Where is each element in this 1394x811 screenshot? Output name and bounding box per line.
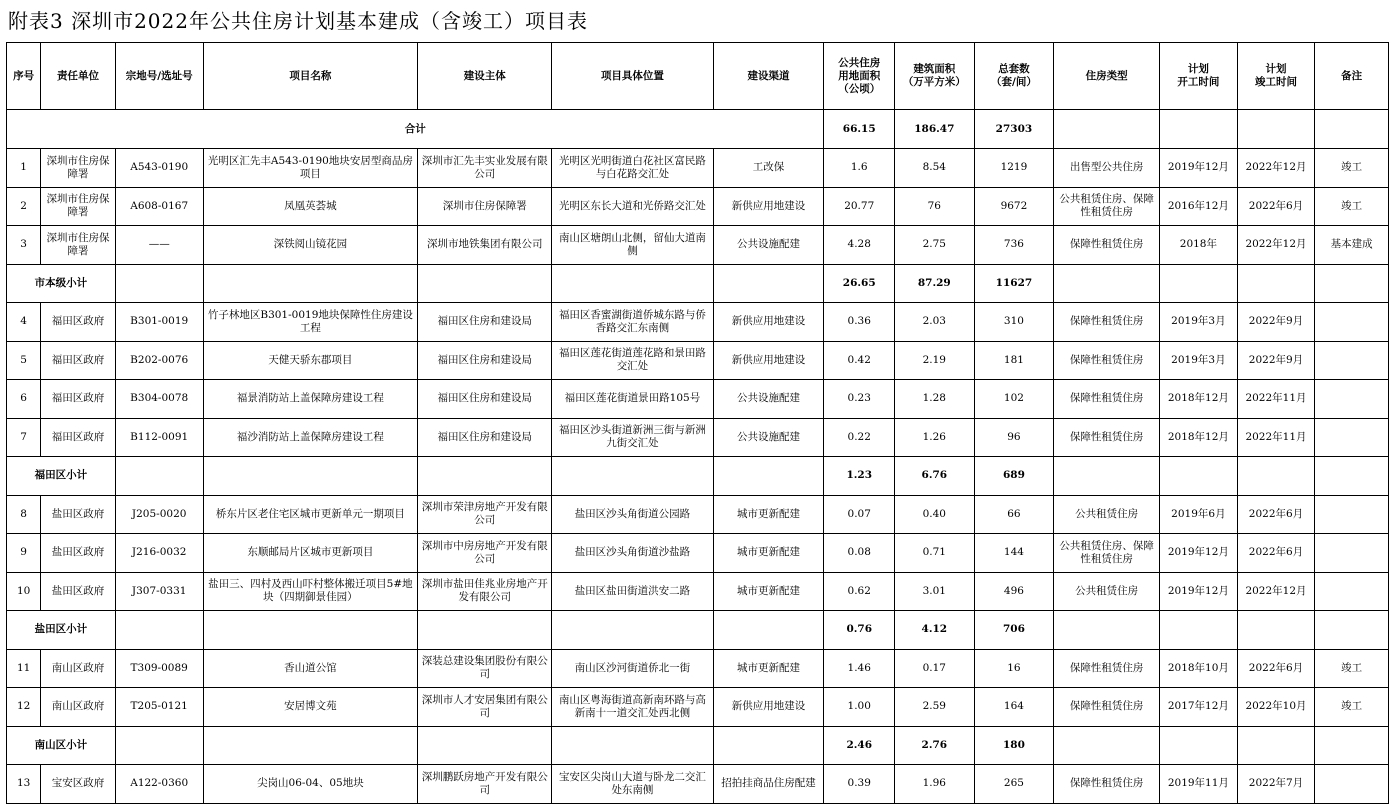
cell-start: 2016年12月: [1160, 187, 1238, 226]
cell-loc: 福田区莲花街道景田路105号: [552, 380, 713, 419]
cell-no: 5: [7, 341, 41, 380]
cell-end: 2022年6月: [1237, 534, 1315, 573]
header-housing-type: 住房类型: [1054, 43, 1160, 110]
cell-start: 2019年12月: [1160, 149, 1238, 188]
cell-channel: 工改保: [713, 149, 824, 188]
cell-units: 164: [974, 688, 1054, 727]
cell-note: 竣工: [1315, 149, 1389, 188]
cell-floor: 3.01: [895, 572, 975, 611]
cell-htype: 保障性租赁住房: [1054, 341, 1160, 380]
cell-floor: 1.96: [895, 765, 975, 804]
header-units: 总套数 （套/间）: [974, 43, 1054, 110]
cell-end: 2022年11月: [1237, 418, 1315, 457]
cell-floor: 1.28: [895, 380, 975, 419]
cell-area: 4.28: [824, 226, 895, 265]
empty-cell: [1237, 264, 1315, 303]
cell-start: 2018年12月: [1160, 380, 1238, 419]
cell-units: 16: [974, 649, 1054, 688]
empty-cell: [1315, 264, 1389, 303]
empty-cell: [552, 726, 713, 765]
empty-cell: [1160, 457, 1238, 496]
empty-cell: [713, 264, 824, 303]
cell-units: 736: [974, 226, 1054, 265]
cell-no: 2: [7, 187, 41, 226]
table-row: [7, 187, 1389, 226]
cell-start: 2018年: [1160, 226, 1238, 265]
subtotal-row: [7, 726, 1389, 765]
header-end: 计划 竣工时间: [1237, 43, 1315, 110]
empty-cell: [1054, 457, 1160, 496]
cell-name: 香山道公馆: [203, 649, 418, 688]
cell-area: 20.77: [824, 187, 895, 226]
cell-area: 0.23: [824, 380, 895, 419]
cell-no: 6: [7, 380, 41, 419]
subtotal-units: 689: [974, 457, 1054, 496]
cell-lot: B301-0019: [115, 303, 203, 342]
cell-builder: 深圳市中房房地产开发有限公司: [418, 534, 552, 573]
cell-channel: 公共设施配建: [713, 380, 824, 419]
cell-name: 光明区汇先丰A543-0190地块安居型商品房项目: [203, 149, 418, 188]
cell-builder: 深圳市住房保障署: [418, 187, 552, 226]
cell-area: 0.22: [824, 418, 895, 457]
total-label: 合计: [7, 110, 824, 149]
cell-builder: 深圳市盐田佳兆业房地产开发有限公司: [418, 572, 552, 611]
cell-channel: 公共设施配建: [713, 418, 824, 457]
cell-floor: 1.26: [895, 418, 975, 457]
cell-units: 102: [974, 380, 1054, 419]
cell-note: [1315, 341, 1389, 380]
cell-floor: 0.17: [895, 649, 975, 688]
subtotal-label: 市本级小计: [7, 264, 116, 303]
cell-htype: 保障性租赁住房: [1054, 226, 1160, 265]
cell-unit: 福田区政府: [41, 341, 116, 380]
cell-lot: A122-0360: [115, 765, 203, 804]
subtotal-units: 180: [974, 726, 1054, 765]
cell-htype: 公共租赁住房、保障性租赁住房: [1054, 534, 1160, 573]
cell-note: [1315, 418, 1389, 457]
empty-cell: [1237, 726, 1315, 765]
cell-area: 0.62: [824, 572, 895, 611]
cell-note: 竣工: [1315, 688, 1389, 727]
cell-builder: 深圳市荣津房地产开发有限公司: [418, 495, 552, 534]
cell-channel: 招拍挂商品住房配建: [713, 765, 824, 804]
cell-unit: 福田区政府: [41, 380, 116, 419]
cell-no: 10: [7, 572, 41, 611]
empty-cell: [713, 611, 824, 650]
cell-lot: A608-0167: [115, 187, 203, 226]
table-row: [7, 765, 1389, 804]
cell-name: 尖岗山06-04、05地块: [203, 765, 418, 804]
cell-no: 3: [7, 226, 41, 265]
cell-name: 桥东片区老住宅区城市更新单元一期项目: [203, 495, 418, 534]
subtotal-floor-area: 4.12: [895, 611, 975, 650]
cell-loc: 福田区莲花街道莲花路和景田路交汇处: [552, 341, 713, 380]
cell-channel: 新供应用地建设: [713, 303, 824, 342]
header-location: 项目具体位置: [552, 43, 713, 110]
cell-floor: 2.59: [895, 688, 975, 727]
cell-floor: 2.19: [895, 341, 975, 380]
cell-note: 基本建成: [1315, 226, 1389, 265]
subtotal-units: 706: [974, 611, 1054, 650]
cell-end: 2022年9月: [1237, 341, 1315, 380]
table-row: [7, 226, 1389, 265]
cell-lot: B304-0078: [115, 380, 203, 419]
cell-builder: 深装总建设集团股份有限公司: [418, 649, 552, 688]
cell-channel: 新供应用地建设: [713, 341, 824, 380]
header-row: [7, 43, 1389, 110]
header-area: 公共住房 用地面积 （公顷）: [824, 43, 895, 110]
cell-htype: 公共租赁住房、保障性租赁住房: [1054, 187, 1160, 226]
subtotal-floor-area: 2.76: [895, 726, 975, 765]
cell-area: 0.42: [824, 341, 895, 380]
cell-start: 2019年11月: [1160, 765, 1238, 804]
cell-name: 东顺邮局片区城市更新项目: [203, 534, 418, 573]
empty-cell: [1054, 726, 1160, 765]
cell-lot: B112-0091: [115, 418, 203, 457]
cell-htype: 保障性租赁住房: [1054, 649, 1160, 688]
cell-unit: 盐田区政府: [41, 572, 116, 611]
cell-unit: 宝安区政府: [41, 765, 116, 804]
cell-no: 1: [7, 149, 41, 188]
cell-units: 9672: [974, 187, 1054, 226]
cell-unit: 盐田区政府: [41, 534, 116, 573]
cell-end: 2022年9月: [1237, 303, 1315, 342]
cell-name: 竹子林地区B301-0019地块保障性住房建设工程: [203, 303, 418, 342]
cell-end: 2022年6月: [1237, 649, 1315, 688]
cell-htype: 出售型公共住房: [1054, 149, 1160, 188]
cell-floor: 8.54: [895, 149, 975, 188]
subtotal-row: [7, 264, 1389, 303]
cell-channel: 新供应用地建设: [713, 187, 824, 226]
empty-cell: [552, 264, 713, 303]
cell-end: 2022年11月: [1237, 380, 1315, 419]
cell-loc: 南山区粤海街道高新南环路与高新南十一道交汇处西北侧: [552, 688, 713, 727]
cell-note: [1315, 534, 1389, 573]
cell-lot: T205-0121: [115, 688, 203, 727]
cell-start: 2019年6月: [1160, 495, 1238, 534]
cell-loc: 光明区光明街道白花社区富民路与白花路交汇处: [552, 149, 713, 188]
header-no: 序号: [7, 43, 41, 110]
cell-note: [1315, 495, 1389, 534]
empty-cell: [1237, 611, 1315, 650]
cell-channel: 城市更新配建: [713, 572, 824, 611]
empty-cell: [203, 726, 418, 765]
cell-area: 0.08: [824, 534, 895, 573]
cell-no: 12: [7, 688, 41, 727]
table-row: [7, 534, 1389, 573]
header-builder: 建设主体: [418, 43, 552, 110]
cell-end: 2022年12月: [1237, 226, 1315, 265]
cell-note: [1315, 572, 1389, 611]
cell-name: 安居博文苑: [203, 688, 418, 727]
cell-unit: 福田区政府: [41, 418, 116, 457]
cell-units: 496: [974, 572, 1054, 611]
cell-unit: 盐田区政府: [41, 495, 116, 534]
cell-channel: 城市更新配建: [713, 649, 824, 688]
project-table: [6, 42, 1389, 804]
cell-builder: 深圳市人才安居集团有限公司: [418, 688, 552, 727]
cell-lot: J307-0331: [115, 572, 203, 611]
cell-start: 2019年3月: [1160, 341, 1238, 380]
empty-cell: [1054, 611, 1160, 650]
cell-end: 2022年6月: [1237, 495, 1315, 534]
cell-no: 11: [7, 649, 41, 688]
cell-htype: 公共租赁住房: [1054, 572, 1160, 611]
cell-units: 144: [974, 534, 1054, 573]
cell-unit: 南山区政府: [41, 688, 116, 727]
subtotal-row: [7, 457, 1389, 496]
cell-lot: ——: [115, 226, 203, 265]
empty-cell: [115, 264, 203, 303]
header-start: 计划 开工时间: [1160, 43, 1238, 110]
empty-cell: [1160, 264, 1238, 303]
subtotal-row: [7, 611, 1389, 650]
subtotal-label: 盐田区小计: [7, 611, 116, 650]
empty-cell: [552, 457, 713, 496]
cell-no: 13: [7, 765, 41, 804]
empty-cell: [1315, 457, 1389, 496]
total-empty: [1160, 110, 1238, 149]
cell-unit: 福田区政府: [41, 303, 116, 342]
cell-builder: 福田区住房和建设局: [418, 341, 552, 380]
cell-no: 7: [7, 418, 41, 457]
cell-lot: J216-0032: [115, 534, 203, 573]
header-note: 备注: [1315, 43, 1389, 110]
cell-lot: A543-0190: [115, 149, 203, 188]
cell-builder: 福田区住房和建设局: [418, 303, 552, 342]
cell-lot: J205-0020: [115, 495, 203, 534]
subtotal-floor-area: 6.76: [895, 457, 975, 496]
total-floor-area: 186.47: [895, 110, 975, 149]
empty-cell: [115, 726, 203, 765]
cell-name: 深铁阅山镜花园: [203, 226, 418, 265]
cell-loc: 福田区沙头街道新洲三街与新洲九街交汇处: [552, 418, 713, 457]
cell-area: 0.07: [824, 495, 895, 534]
cell-name: 凤凰英荟城: [203, 187, 418, 226]
header-floor-area: 建筑面积 （万平方米）: [895, 43, 975, 110]
table-row: [7, 418, 1389, 457]
subtotal-label: 南山区小计: [7, 726, 116, 765]
cell-area: 0.39: [824, 765, 895, 804]
cell-loc: 福田区香蜜湖街道侨城东路与侨香路交汇东南侧: [552, 303, 713, 342]
cell-note: [1315, 765, 1389, 804]
cell-area: 1.46: [824, 649, 895, 688]
table-row: [7, 688, 1389, 727]
cell-floor: 2.03: [895, 303, 975, 342]
total-row: [7, 110, 1389, 149]
empty-cell: [418, 726, 552, 765]
cell-start: 2018年10月: [1160, 649, 1238, 688]
cell-htype: 保障性租赁住房: [1054, 688, 1160, 727]
empty-cell: [203, 457, 418, 496]
cell-area: 1.00: [824, 688, 895, 727]
table-row: [7, 495, 1389, 534]
cell-loc: 盐田区沙头角街道沙盐路: [552, 534, 713, 573]
subtotal-label: 福田区小计: [7, 457, 116, 496]
empty-cell: [115, 457, 203, 496]
cell-no: 9: [7, 534, 41, 573]
cell-name: 福景消防站上盖保障房建设工程: [203, 380, 418, 419]
total-empty: [1237, 110, 1315, 149]
cell-builder: 深圳市地铁集团有限公司: [418, 226, 552, 265]
empty-cell: [713, 726, 824, 765]
cell-start: 2019年12月: [1160, 534, 1238, 573]
cell-name: 天健天骄东郡项目: [203, 341, 418, 380]
cell-name: 福沙消防站上盖保障房建设工程: [203, 418, 418, 457]
cell-note: [1315, 380, 1389, 419]
page-title: 附表3 深圳市2022年公共住房计划基本建成（含竣工）项目表: [8, 9, 588, 33]
header-unit: 责任单位: [41, 43, 116, 110]
empty-cell: [203, 264, 418, 303]
cell-area: 1.6: [824, 149, 895, 188]
cell-floor: 0.71: [895, 534, 975, 573]
cell-end: 2022年12月: [1237, 149, 1315, 188]
cell-note: 竣工: [1315, 649, 1389, 688]
empty-cell: [713, 457, 824, 496]
cell-area: 0.36: [824, 303, 895, 342]
cell-channel: 公共设施配建: [713, 226, 824, 265]
cell-units: 310: [974, 303, 1054, 342]
empty-cell: [1160, 611, 1238, 650]
cell-units: 1219: [974, 149, 1054, 188]
cell-end: 2022年12月: [1237, 572, 1315, 611]
empty-cell: [1054, 264, 1160, 303]
cell-floor: 2.75: [895, 226, 975, 265]
cell-floor: 76: [895, 187, 975, 226]
empty-cell: [1160, 726, 1238, 765]
total-area: 66.15: [824, 110, 895, 149]
cell-htype: 保障性租赁住房: [1054, 380, 1160, 419]
table-row: [7, 649, 1389, 688]
cell-no: 8: [7, 495, 41, 534]
table-body: [7, 110, 1389, 804]
cell-start: 2019年3月: [1160, 303, 1238, 342]
cell-builder: 深圳市汇先丰实业发展有限公司: [418, 149, 552, 188]
header-lot: 宗地号/选址号: [115, 43, 203, 110]
subtotal-units: 11627: [974, 264, 1054, 303]
cell-unit: 南山区政府: [41, 649, 116, 688]
cell-units: 96: [974, 418, 1054, 457]
empty-cell: [552, 611, 713, 650]
cell-loc: 宝安区尖岗山大道与卧龙二交汇处东南侧: [552, 765, 713, 804]
cell-channel: 新供应用地建设: [713, 688, 824, 727]
cell-loc: 光明区东长大道和光侨路交汇处: [552, 187, 713, 226]
cell-loc: 盐田区沙头角街道公园路: [552, 495, 713, 534]
cell-builder: 深圳鹏跃房地产开发有限公司: [418, 765, 552, 804]
empty-cell: [1315, 611, 1389, 650]
table-row: [7, 380, 1389, 419]
subtotal-area: 2.46: [824, 726, 895, 765]
cell-builder: 福田区住房和建设局: [418, 418, 552, 457]
table-row: [7, 341, 1389, 380]
cell-htype: 公共租赁住房: [1054, 495, 1160, 534]
total-units: 27303: [974, 110, 1054, 149]
total-empty: [1315, 110, 1389, 149]
cell-channel: 城市更新配建: [713, 534, 824, 573]
table-row: [7, 572, 1389, 611]
cell-end: 2022年10月: [1237, 688, 1315, 727]
empty-cell: [418, 264, 552, 303]
empty-cell: [418, 457, 552, 496]
empty-cell: [203, 611, 418, 650]
empty-cell: [115, 611, 203, 650]
empty-cell: [1237, 457, 1315, 496]
cell-note: [1315, 303, 1389, 342]
cell-start: 2018年12月: [1160, 418, 1238, 457]
cell-no: 4: [7, 303, 41, 342]
header-name: 项目名称: [203, 43, 418, 110]
empty-cell: [418, 611, 552, 650]
cell-htype: 保障性租赁住房: [1054, 418, 1160, 457]
cell-end: 2022年6月: [1237, 187, 1315, 226]
cell-loc: 盐田区盐田街道洪安二路: [552, 572, 713, 611]
subtotal-area: 26.65: [824, 264, 895, 303]
cell-builder: 福田区住房和建设局: [418, 380, 552, 419]
table-row: [7, 149, 1389, 188]
table-row: [7, 303, 1389, 342]
cell-unit: 深圳市住房保障署: [41, 187, 116, 226]
empty-cell: [1315, 726, 1389, 765]
cell-htype: 保障性租赁住房: [1054, 303, 1160, 342]
cell-lot: B202-0076: [115, 341, 203, 380]
cell-unit: 深圳市住房保障署: [41, 149, 116, 188]
subtotal-floor-area: 87.29: [895, 264, 975, 303]
cell-loc: 南山区沙河街道侨北一街: [552, 649, 713, 688]
header-channel: 建设渠道: [713, 43, 824, 110]
cell-units: 265: [974, 765, 1054, 804]
subtotal-area: 0.76: [824, 611, 895, 650]
total-empty: [1054, 110, 1160, 149]
subtotal-area: 1.23: [824, 457, 895, 496]
cell-start: 2017年12月: [1160, 688, 1238, 727]
cell-htype: 保障性租赁住房: [1054, 765, 1160, 804]
cell-name: 盐田三、四村及西山吓村整体搬迁项目5#地块（四期御景佳园）: [203, 572, 418, 611]
cell-units: 181: [974, 341, 1054, 380]
cell-loc: 南山区塘朗山北侧，留仙大道南侧: [552, 226, 713, 265]
cell-lot: T309-0089: [115, 649, 203, 688]
cell-note: 竣工: [1315, 187, 1389, 226]
cell-end: 2022年7月: [1237, 765, 1315, 804]
cell-unit: 深圳市住房保障署: [41, 226, 116, 265]
cell-start: 2019年12月: [1160, 572, 1238, 611]
cell-units: 66: [974, 495, 1054, 534]
cell-channel: 城市更新配建: [713, 495, 824, 534]
cell-floor: 0.40: [895, 495, 975, 534]
